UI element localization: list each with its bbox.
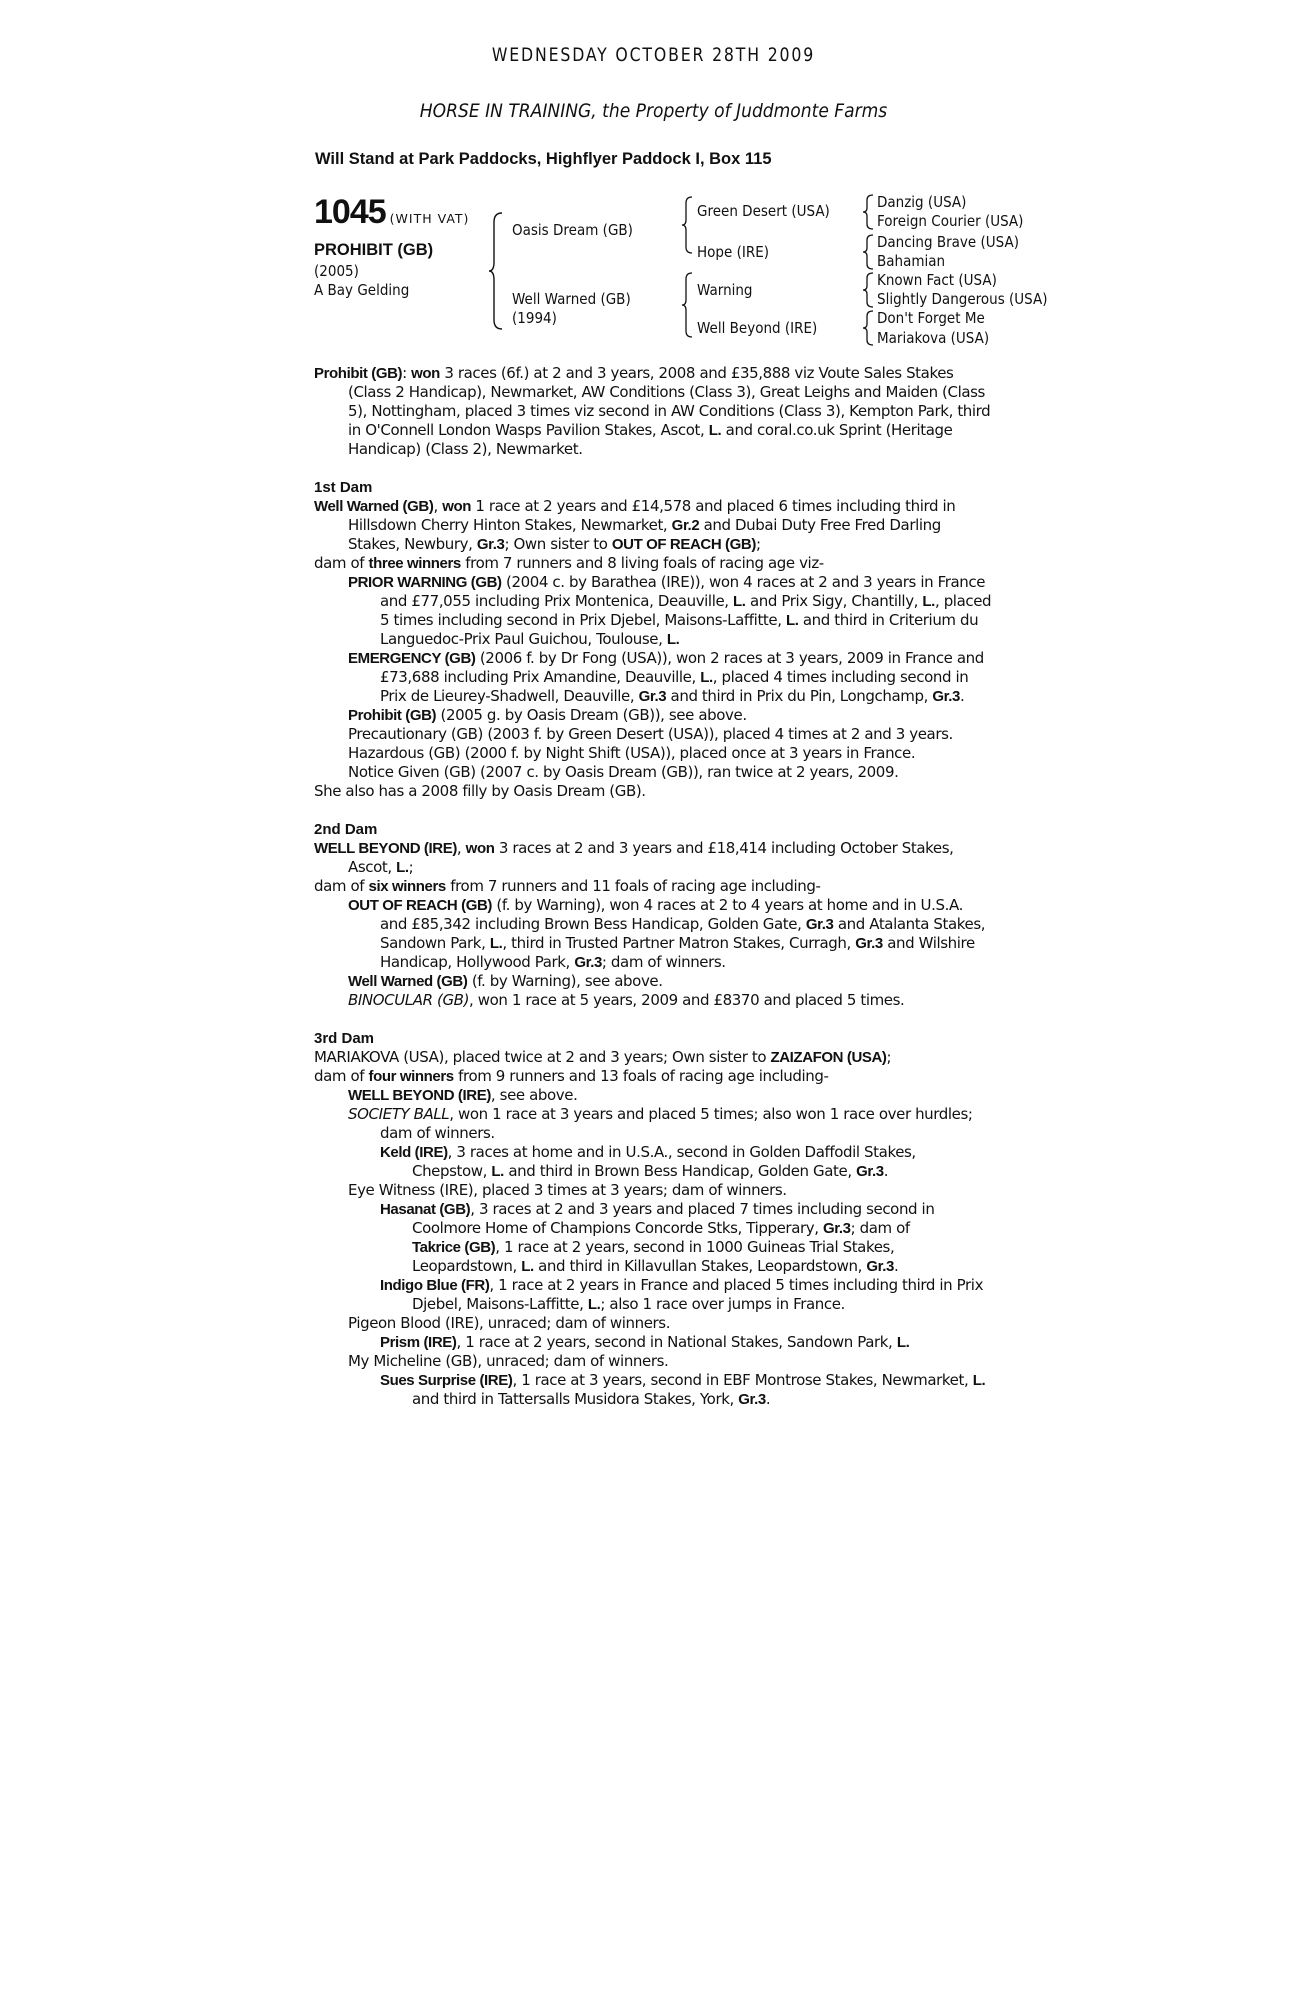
foal-binocular <box>314 991 994 1010</box>
foal-text-b: ; dam of <box>850 1219 910 1237</box>
second-dam-name: WELL BEYOND (IRE) <box>314 840 457 857</box>
first-dam-text-4: ; <box>755 535 761 553</box>
pedigree-sire-sire: Green Desert (USA) <box>697 202 830 220</box>
foal-name: Well Warned (GB) <box>348 973 468 990</box>
foal-keld <box>314 1143 994 1181</box>
foal-listed: L. <box>521 1258 534 1275</box>
second-dam-listed: L. <box>396 859 409 876</box>
record-won: won <box>411 365 440 382</box>
foal-eye-witness: Eye Witness (IRE), placed 3 times at 3 years; dam of winners. <box>348 1181 787 1199</box>
foal-hazardous: Hazardous (GB) (2000 f. by Night Shift (USA)), placed once at 3 years in France. <box>348 744 916 762</box>
third-dam-text-1: MARIAKOVA (USA), placed twice at 2 and 3 years; Own sister to <box>314 1048 767 1066</box>
foal-name: PRIOR WARNING (GB) <box>348 574 502 591</box>
second-dam-text-2: ; <box>408 858 414 876</box>
foal-text-a: , 3 races at 2 and 3 years and placed 7 times including second in Coolmore Home of Champions Concorde Stks, Tipperary, <box>412 1200 935 1237</box>
foal-text-c: and third in Prix du Pin, Longchamp, <box>670 687 928 705</box>
foal-text-a: (2006 f. by Dr Fong (USA)), won 2 races at 3 years, 2009 in France and £73,688 including Prix Amandine, Deauville, <box>380 649 984 686</box>
foal-takrice-name: Takrice (GB) <box>412 1239 496 1256</box>
pedigree-gen3-6: Slightly Dangerous (USA) <box>877 290 1048 308</box>
second-dam-won: won <box>465 840 495 857</box>
second-dam-winners: six winners <box>368 878 446 895</box>
horse-name: PROHIBIT (GB) <box>314 241 434 259</box>
foal-text-b: and Prix Sigy, Chantilly, <box>749 592 919 610</box>
foal-text-b: ; also 1 race over jumps in France. <box>600 1295 845 1313</box>
foal-my-micheline: My Micheline (GB), unraced; dam of winners. <box>348 1352 669 1370</box>
foal-text-a: , see above. <box>490 1086 578 1104</box>
foal-listed: L. <box>972 1372 986 1389</box>
stand-location: Will Stand at Park Paddocks, Highflyer Paddock I, Box 115 <box>315 150 772 168</box>
second-dam-record: WELL BEYOND (IRE), won 3 races at 2 and 3 years and £18,414 including October Stakes, Ascot, L.; <box>314 839 954 876</box>
third-dam-record <box>314 1048 994 1067</box>
race-record: Prohibit (GB): won 3 races (6f.) at 2 and 3 years, 2008 and £35,888 viz Voute Sales Stakes (Class 2 Handicap), Newmarket, AW Conditions (Class 3), Great Leighs and Maiden (Class 5), Nottingham, placed 3 times viz second in AW Conditions (Class 3), Kempton Park, third in O'Connell London Wasps Pavilion Stakes, Ascot, L. and coral.co.uk Sprint (Heritage Handicap) (Class 2), Newmarket. <box>314 364 991 458</box>
foal-hasanat <box>314 1200 994 1276</box>
second-dam-damof: dam of <box>314 877 365 895</box>
foal-indigo-blue <box>314 1276 994 1314</box>
pedigree-dam: Well Warned (GB) <box>512 290 631 308</box>
pedigree-brace-sire <box>681 196 693 254</box>
foal-text-a: (f. by Warning), won 4 races at 2 to 4 years at home and in U.S.A. and £85,342 including Brown Bess Handicap, Golden Gate, <box>380 896 963 933</box>
foal-listed: L. <box>733 593 746 610</box>
foal-text-a: , 1 race at 2 years in France and placed 5 times including third in Prix Djebel, Maisons-Laffitte, <box>412 1276 984 1313</box>
first-dam-text-5: from 7 runners and 8 living foals of racing age viz- <box>465 554 824 572</box>
foal-out-of-reach <box>314 896 994 972</box>
lot-number: 1045 <box>314 193 386 231</box>
second-dam-text-3: from 7 runners and 11 foals of racing age including- <box>450 877 821 895</box>
first-dam-text-1: 1 race at 2 years and £14,578 and placed 6 times including third in Hillsdown Cherry Hinton Stakes, Newmarket, <box>348 497 956 534</box>
foal-group: Gr.3 <box>805 916 834 933</box>
foal-text-b: and third in Brown Bess Handicap, Golden Gate, <box>508 1162 852 1180</box>
third-dam-winners: four winners <box>368 1068 454 1085</box>
foal-name: Indigo Blue (FR) <box>380 1277 490 1294</box>
foal-name: Keld (IRE) <box>380 1144 448 1161</box>
pedigree-gen3-4: Bahamian <box>877 252 946 270</box>
foal-listed: L. <box>785 612 799 629</box>
foal-takrice-text-b: and third in Killavullan Stakes, Leopardstown, <box>538 1257 863 1275</box>
foal-text-b: and third in Tattersalls Musidora Stakes, York, <box>412 1390 734 1408</box>
first-dam-also: She also has a 2008 filly by Oasis Dream (GB). <box>314 782 646 800</box>
foal-group: Gr.3 <box>738 1391 766 1408</box>
pedigree-sire: Oasis Dream (GB) <box>512 221 633 239</box>
foal-group: Gr.3 <box>638 688 667 705</box>
foal-precautionary: Precautionary (GB) (2003 f. by Green Desert (USA)), placed 4 times at 2 and 3 years. <box>348 725 953 743</box>
foal-prior-warning <box>314 573 994 649</box>
pedigree-brace-g2 <box>862 234 874 270</box>
foal-prism <box>314 1333 994 1352</box>
vat-note: (WITH VAT) <box>389 211 470 226</box>
pedigree-gen3-1: Danzig (USA) <box>877 193 967 211</box>
pedigree-brace-main <box>488 212 504 330</box>
foal-text-a: (f. by Warning), see above. <box>471 972 663 990</box>
foal-name: BINOCULAR (GB) <box>348 991 470 1009</box>
foal-text-a: , 1 race at 3 years, second in EBF Montrose Stakes, Newmarket, <box>512 1371 969 1389</box>
sale-subtitle: HORSE IN TRAINING, the Property of Juddmonte Farms <box>419 100 888 122</box>
foal-prohibit <box>314 706 994 725</box>
pedigree-brace-g1 <box>862 194 874 230</box>
third-dam-sister: ZAIZAFON (USA) <box>770 1049 887 1066</box>
foal-group: Gr.3 <box>574 954 602 971</box>
foal-text-a: , 1 race at 2 years, second in National Stakes, Sandown Park, <box>456 1333 893 1351</box>
foal-text-b: and Atalanta Stakes, Sandown Park, <box>380 915 986 952</box>
foal-text-a: , 3 races at home and in U.S.A., second in Golden Daffodil Stakes, Chepstow, <box>412 1143 916 1180</box>
foal-group: Gr.3 <box>866 1258 894 1275</box>
pedigree-gen3-3: Dancing Brave (USA) <box>877 233 1019 251</box>
pedigree-sire-dam: Hope (IRE) <box>697 243 770 261</box>
foal-text-c: . <box>883 1162 889 1180</box>
first-dam-winners: three winners <box>368 555 461 572</box>
pedigree-gen3-8: Mariakova (USA) <box>877 329 990 347</box>
sale-date: WEDNESDAY OCTOBER 28TH 2009 <box>491 44 816 66</box>
foal-name: EMERGENCY (GB) <box>348 650 476 667</box>
pedigree-brace-g4 <box>862 310 874 346</box>
foal-name: SOCIETY BALL <box>348 1105 450 1123</box>
foal-listed: L. <box>922 593 935 610</box>
foal-name: Sues Surprise (IRE) <box>380 1372 513 1389</box>
foal-group: Gr.3 <box>822 1220 851 1237</box>
foal-name: Prohibit (GB) <box>348 707 437 724</box>
foal-name: OUT OF REACH (GB) <box>348 897 493 914</box>
first-dam-produce-intro <box>314 554 994 573</box>
pedigree-dam-sire: Warning <box>697 281 753 299</box>
pedigree-gen3-7: Don't Forget Me <box>877 309 985 327</box>
lot-number-block <box>314 193 469 232</box>
foal-text-a: , won 1 race at 3 years and placed 5 times; also won 1 race over hurdles; dam of winners. <box>380 1105 973 1142</box>
foal-name: WELL BEYOND (IRE) <box>348 1087 491 1104</box>
foal-text-c: , third in Trusted Partner Matron Stakes, Curragh, <box>502 934 851 952</box>
first-dam-name: Well Warned (GB) <box>314 498 434 515</box>
record-text: 3 races (6f.) at 2 and 3 years, 2008 and £35,888 viz Voute Sales Stakes (Class 2 Handicap), Newmarket, AW Conditions (Class 3), Great Leighs and Maiden (Class 5), Nottingham, placed 3 times viz second in AW Conditions (Class 3), Kempton Park, third in O'Connell London Wasps Pavilion Stakes, Ascot, <box>348 364 991 439</box>
third-dam-text-3: from 9 runners and 13 foals of racing age including- <box>458 1067 829 1085</box>
first-dam-record: Well Warned (GB), won 1 race at 2 years and £14,578 and placed 6 times including third in Hillsdown Cherry Hinton Stakes, Newmarket, Gr.2 and Dubai Duty Free Fred Darling Stakes, Newbury, Gr.3; Own sister to OUT OF REACH (GB); <box>314 497 956 553</box>
foal-name: Prism (IRE) <box>380 1334 457 1351</box>
pedigree-gen3-2: Foreign Courier (USA) <box>877 212 1024 230</box>
third-dam-produce-intro <box>314 1067 994 1086</box>
second-dam-produce-intro <box>314 877 994 896</box>
foal-well-beyond <box>314 1086 994 1105</box>
third-dam-text-2: ; <box>886 1048 892 1066</box>
first-dam-sister: OUT OF REACH (GB) <box>611 536 756 553</box>
pedigree-dam-dam: Well Beyond (IRE) <box>697 319 818 337</box>
foal-name: Hasanat (GB) <box>380 1201 471 1218</box>
foal-listed: L. <box>491 1163 504 1180</box>
horse-description: A Bay Gelding <box>314 281 410 299</box>
third-dam-heading: 3rd Dam <box>314 1030 375 1047</box>
record-listed: L. <box>708 422 722 439</box>
third-dam-damof: dam of <box>314 1067 365 1085</box>
foal-text-e: ; dam of winners. <box>601 953 726 971</box>
second-dam-heading: 2nd Dam <box>314 821 378 838</box>
foal-group: Gr.3 <box>855 935 883 952</box>
first-dam-gr2: Gr.2 <box>671 517 700 534</box>
foal-text-c: , placed 5 times including second in Prix Djebel, Maisons-Laffitte, <box>380 592 992 629</box>
foal-listed: L. <box>666 631 680 648</box>
foal-emergency <box>314 649 994 706</box>
foal-text-d: . <box>959 687 965 705</box>
foal-pigeon-blood: Pigeon Blood (IRE), unraced; dam of winners. <box>348 1314 671 1332</box>
record-horse-name: Prohibit (GB) <box>314 365 403 382</box>
catalogue-body <box>314 364 994 1409</box>
foal-well-warned <box>314 972 994 991</box>
first-dam-won: won <box>442 498 471 515</box>
foal-listed: L. <box>587 1296 601 1313</box>
foal-group: Gr.3 <box>932 688 960 705</box>
first-dam-heading: 1st Dam <box>314 479 373 496</box>
second-dam-text-1: 3 races at 2 and 3 years and £18,414 including October Stakes, Ascot, <box>348 839 954 876</box>
pedigree-brace-dam <box>681 272 693 338</box>
foal-listed: L. <box>700 669 713 686</box>
pedigree-dam-year: (1994) <box>512 309 557 327</box>
foal-text-a: (2004 c. by Barathea (IRE)), won 4 races at 2 and 3 years in France and £77,055 including Prix Montenica, Deauville, <box>380 573 986 610</box>
pedigree-gen3-5: Known Fact (USA) <box>877 271 997 289</box>
record-tail: and coral.co.uk Sprint (Heritage Handicap) (Class 2), Newmarket. <box>348 421 953 458</box>
foal-text-a: (2005 g. by Oasis Dream (GB)), see above. <box>440 706 747 724</box>
foal-text-c: . <box>765 1390 771 1408</box>
foal-notice-given: Notice Given (GB) (2007 c. by Oasis Dream (GB)), ran twice at 2 years, 2009. <box>348 763 899 781</box>
foal-text-d: and Wilshire Handicap, Hollywood Park, <box>380 934 975 971</box>
foal-group: Gr.3 <box>856 1163 884 1180</box>
foal-society-ball <box>314 1105 994 1143</box>
first-dam-text-2: and Dubai Duty Free Fred Darling Stakes, Newbury, <box>348 516 941 553</box>
horse-year: (2005) <box>314 262 359 280</box>
foal-sues-surprise <box>314 1371 994 1409</box>
foal-listed: L. <box>489 935 503 952</box>
foal-text-d: and third in Criterium du Languedoc-Prix Paul Guichou, Toulouse, <box>380 611 979 648</box>
pedigree-brace-g3 <box>862 272 874 308</box>
foal-takrice-text-a: , 1 race at 2 years, second in 1000 Guineas Trial Stakes, Leopardstown, <box>412 1238 895 1275</box>
foal-takrice-text-c: . <box>894 1257 899 1275</box>
foal-listed: L. <box>896 1334 910 1351</box>
foal-text-a: , won 1 race at 5 years, 2009 and £8370 and placed 5 times. <box>469 991 905 1009</box>
foal-text-b: , placed 4 times including second in Prix de Lieurey-Shadwell, Deauville, <box>380 668 969 705</box>
first-dam-damof: dam of <box>314 554 365 572</box>
first-dam-gr3: Gr.3 <box>476 536 505 553</box>
first-dam-text-3: ; Own sister to <box>504 535 608 553</box>
